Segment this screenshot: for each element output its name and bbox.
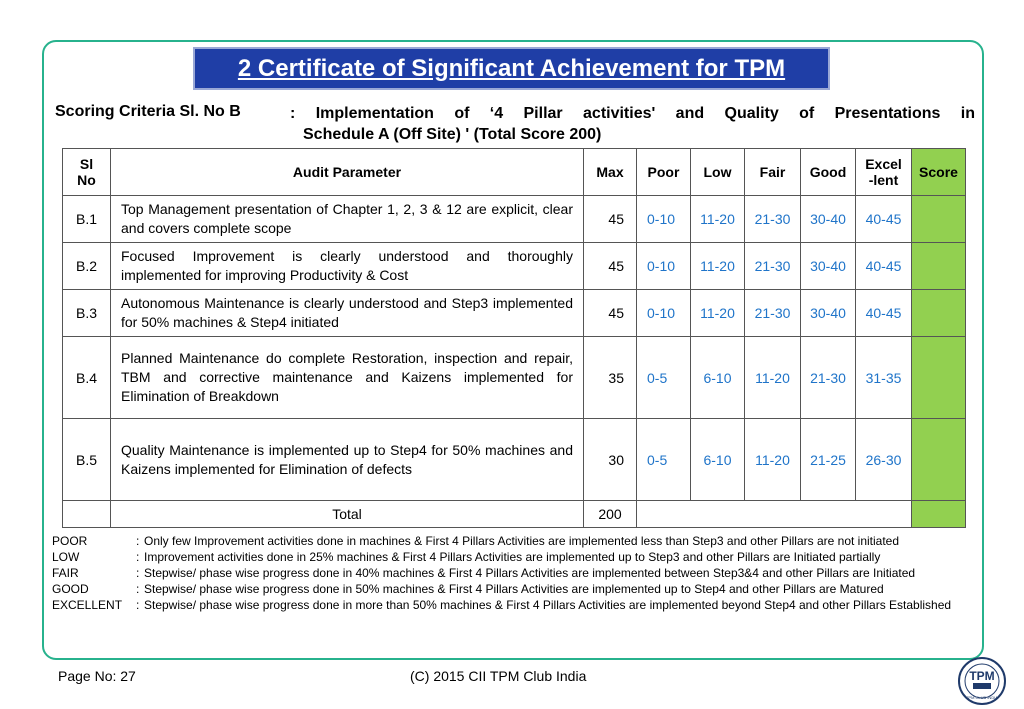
cell-low: 11-20 [691, 290, 745, 337]
cell-good: 30-40 [801, 243, 856, 290]
criteria-description [290, 103, 975, 145]
legend-item [52, 581, 968, 597]
table-row [63, 243, 966, 290]
cell-score[interactable] [912, 290, 966, 337]
legend-text: Stepwise/ phase wise progress done in 50% machines & First 4 Pillars Activities are implemented up to Step4 and other Pillars are Matured [144, 582, 884, 596]
criteria-label: Scoring Criteria Sl. No B [55, 103, 241, 120]
logo-ring-text: TPM CLUB INDIA [965, 695, 999, 700]
legend-key: EXCELLENT [52, 598, 123, 612]
table-row [63, 337, 966, 419]
header-sl-line2: No [77, 172, 96, 188]
cell-param: Planned Maintenance do complete Restoration, inspection and repair, TBM and corrective maintenance and Kaizens implemented for Elimination of Breakdown [111, 337, 584, 419]
cell-fair: 21-30 [745, 243, 801, 290]
header-score: Score [912, 149, 966, 196]
legend-key: LOW [52, 550, 80, 564]
header-sl [63, 149, 111, 196]
table-row [63, 196, 966, 243]
cell-excellent: 40-45 [856, 243, 912, 290]
tpm-club-logo-icon [957, 656, 1007, 706]
legend-text: Only few Improvement activities done in machines & First 4 Pillars Activities are implemented less than Step3 and other Pillars are not initiated [144, 534, 900, 548]
header-fair: Fair [745, 149, 801, 196]
total-score[interactable] [912, 501, 966, 528]
cell-low: 11-20 [691, 243, 745, 290]
cell-param: Top Management presentation of Chapter 1, 2, 3 & 12 are explicit, clear and covers complete scope [111, 196, 584, 243]
cell-low: 6-10 [691, 419, 745, 501]
legend-item [52, 549, 968, 565]
cell-max: 30 [584, 419, 637, 501]
header-excel-line2: -lent [868, 172, 899, 188]
cell-param: Quality Maintenance is implemented up to Step4 for 50% machines and Kaizens implemented for Elimination of defects [111, 419, 584, 501]
cell-poor: 0-10 [637, 196, 691, 243]
legend-text: Improvement activities done in 25% machines & First 4 Pillars Activities are implemented up to Step3 and other Pillars are Initiated partially [144, 550, 881, 564]
total-max: 200 [584, 501, 637, 528]
page-title: 2 Certificate of Significant Achievement for TPM [237, 54, 786, 82]
cell-good: 30-40 [801, 196, 856, 243]
criteria-line-1: : Implementation of ‘4 Pillar activities' and Quality of Presentations in [290, 105, 975, 122]
cell-poor: 0-10 [637, 243, 691, 290]
cell-score[interactable] [912, 337, 966, 419]
cell-good: 21-25 [801, 419, 856, 501]
cell-max: 45 [584, 290, 637, 337]
cell-total-empty [63, 501, 111, 528]
audit-table [62, 148, 966, 528]
cell-fair: 11-20 [745, 337, 801, 419]
legend-text: Stepwise/ phase wise progress done in 40% machines & First 4 Pillars Activities are implemented between Step3&4 and other Pillars are Initiated [144, 566, 916, 580]
cell-param: Focused Improvement is clearly understood and thoroughly implemented for improving Productivity & Cost [111, 243, 584, 290]
header-param: Audit Parameter [111, 149, 584, 196]
cell-fair: 21-30 [745, 290, 801, 337]
cell-total-bands [637, 501, 912, 528]
cell-score[interactable] [912, 243, 966, 290]
cell-poor: 0-5 [637, 419, 691, 501]
cell-sl: B.4 [63, 337, 111, 419]
header-good: Good [801, 149, 856, 196]
legend-colon: : [136, 598, 140, 612]
legend-key: FAIR [52, 566, 79, 580]
cell-excellent: 31-35 [856, 337, 912, 419]
cell-sl: B.1 [63, 196, 111, 243]
cell-max: 45 [584, 196, 637, 243]
cell-sl: B.5 [63, 419, 111, 501]
legend-text: Stepwise/ phase wise progress done in more than 50% machines & First 4 Pillars Activities are implemented beyond Step4 and other Pillars Established [144, 598, 952, 612]
cell-low: 11-20 [691, 196, 745, 243]
header-excel-line1: Excel [865, 156, 902, 172]
cell-max: 45 [584, 243, 637, 290]
legend-colon: : [136, 582, 140, 596]
cell-good: 30-40 [801, 290, 856, 337]
criteria-line-2: Schedule A (Off Site) ' (Total Score 200) [303, 126, 602, 143]
total-row [63, 501, 966, 528]
cell-fair: 11-20 [745, 419, 801, 501]
total-label: Total [111, 501, 584, 528]
logo-main-text: TPM [969, 669, 995, 683]
header-low: Low [691, 149, 745, 196]
cell-param: Autonomous Maintenance is clearly understood and Step3 implemented for 50% machines & Step4 initiated [111, 290, 584, 337]
header-row [63, 149, 966, 196]
header-excellent [856, 149, 912, 196]
cell-score[interactable] [912, 419, 966, 501]
legend-item [52, 597, 968, 613]
table-row [63, 290, 966, 337]
cell-excellent: 40-45 [856, 196, 912, 243]
legend-colon: : [136, 566, 140, 580]
cell-good: 21-30 [801, 337, 856, 419]
rating-legend [52, 533, 968, 613]
table-row [63, 419, 966, 501]
cell-fair: 21-30 [745, 196, 801, 243]
legend-colon: : [136, 534, 140, 548]
legend-item [52, 565, 968, 581]
cell-poor: 0-5 [637, 337, 691, 419]
page-number: Page No: 27 [58, 668, 136, 684]
legend-item [52, 533, 968, 549]
legend-colon: : [136, 550, 140, 564]
cell-score[interactable] [912, 196, 966, 243]
header-poor: Poor [637, 149, 691, 196]
cell-poor: 0-10 [637, 290, 691, 337]
cell-excellent: 26-30 [856, 419, 912, 501]
cell-sl: B.2 [63, 243, 111, 290]
cell-low: 6-10 [691, 337, 745, 419]
header-max: Max [584, 149, 637, 196]
legend-key: POOR [52, 534, 88, 548]
title-banner [193, 47, 830, 90]
copyright: (C) 2015 CII TPM Club India [410, 668, 587, 684]
cell-sl: B.3 [63, 290, 111, 337]
cell-max: 35 [584, 337, 637, 419]
legend-key: GOOD [52, 582, 89, 596]
header-sl-line1: Sl [79, 156, 94, 172]
cell-excellent: 40-45 [856, 290, 912, 337]
